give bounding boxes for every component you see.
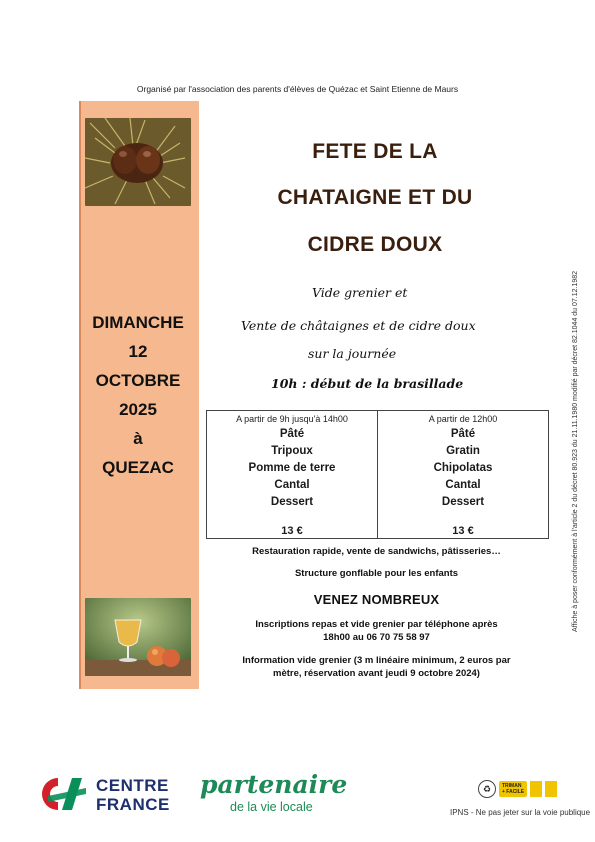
event-title-line3: CIDRE DOUX — [307, 233, 443, 256]
menu-item: Cantal — [445, 479, 481, 491]
info-inscriptions-line2: 18h00 au 06 70 75 58 97 — [323, 632, 430, 643]
recycle-icon: ♻ — [478, 780, 496, 798]
credit-agricole-logo — [28, 774, 88, 814]
menu-item: Gratin — [446, 445, 480, 457]
event-title-line1: FETE DE LA — [312, 140, 438, 163]
cider-photo — [85, 598, 191, 676]
menu-item: Pâté — [450, 428, 476, 440]
organizer-line: Organisé par l'association des parents d'élèves de Quézac et Saint Etienne de Maurs — [136, 84, 459, 94]
menu-item: Dessert — [441, 496, 485, 508]
legal-notice-vertical: Affiche à poser conformément à l'article 2 du décret 80.923 du 21.11.1980 modifié par décret 82.1044 du 07.12.1982 — [572, 270, 579, 632]
menu-right-column — [377, 411, 548, 538]
info-venez-nombreux: VENEZ NOMBREUX — [313, 592, 440, 607]
menu-left-column — [207, 411, 377, 538]
date-month: OCTOBRE — [95, 371, 181, 390]
recycle-info — [478, 780, 557, 798]
menu-left-items — [207, 426, 377, 511]
triman-badge-line1: TRIMAN — [502, 783, 522, 789]
menu-item: Pomme de terre — [248, 462, 336, 474]
date-at: à — [133, 429, 143, 448]
info-inscriptions-line1: Inscriptions repas et vide grenier par téléphone après — [255, 619, 498, 630]
chestnut-photo — [85, 118, 191, 206]
triman-badge-line2: + FACILE — [502, 789, 525, 795]
activity-line4: 10h : début de la brasillade — [271, 376, 464, 391]
menu-item: Cantal — [274, 479, 310, 491]
menu-left-heading: A partir de 9h jusqu'à 14h00 — [236, 414, 348, 424]
menu-item: Dessert — [270, 496, 314, 508]
sorting-bin-icon — [530, 781, 542, 797]
menu-right-price: 13 € — [452, 525, 474, 537]
activity-line3: sur la journée — [308, 346, 397, 361]
info-restauration: Restauration rapide, vente de sandwichs, pâtisseries… — [252, 546, 501, 557]
info-inscriptions — [206, 618, 547, 644]
ipns-notice: IPNS - Ne pas jeter sur la voie publique — [450, 808, 591, 817]
brand-name — [96, 776, 170, 814]
activity-line1: Vide grenier et — [312, 285, 408, 300]
info-vide-line1: Information vide grenier (3 m linéaire minimum, 2 euros par — [242, 655, 511, 666]
menu-left-price: 13 € — [281, 525, 303, 537]
partner-subtitle: de la vie locale — [230, 800, 313, 814]
info-vide-grenier — [206, 654, 547, 680]
brand-line2: FRANCE — [96, 795, 170, 814]
date-place: QUEZAC — [102, 458, 174, 477]
event-title-line2: CHATAIGNE ET DU — [277, 186, 473, 209]
date-day: 12 — [128, 342, 148, 361]
menu-right-items — [378, 426, 548, 511]
triman-badge — [499, 781, 527, 797]
menu-item: Pâté — [279, 428, 305, 440]
activity-line2: Vente de châtaignes et de cidre doux — [241, 318, 476, 333]
event-date — [79, 308, 197, 482]
menu-item: Tripoux — [271, 445, 313, 457]
menu-item: Chipolatas — [433, 462, 493, 474]
partner-label: partenaire — [200, 770, 348, 799]
info-vide-line2: mètre, réservation avant jeudi 9 octobre 2024) — [273, 668, 480, 679]
menu-right-heading: A partir de 12h00 — [428, 414, 498, 424]
paper-icon — [545, 781, 557, 797]
date-year: 2025 — [119, 400, 157, 419]
brand-line1: CENTRE — [96, 776, 169, 795]
info-structure: Structure gonflable pour les enfants — [294, 568, 459, 579]
menu-table — [206, 410, 549, 539]
date-day-name: DIMANCHE — [92, 313, 184, 332]
